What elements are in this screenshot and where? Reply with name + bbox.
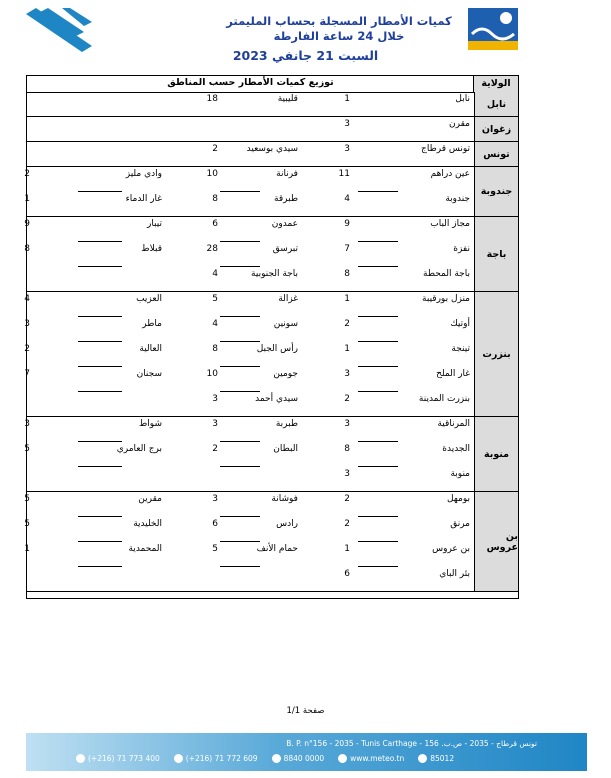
table-row bbox=[27, 267, 474, 292]
rainfall-value: 3 bbox=[344, 469, 350, 479]
table-row bbox=[24, 317, 474, 342]
rainfall-value: 2 bbox=[24, 169, 30, 179]
table-row bbox=[24, 367, 474, 392]
station-name: وادي مليز bbox=[125, 169, 162, 179]
station-name: الخليدية bbox=[133, 519, 162, 529]
station-name: طبرقة bbox=[274, 194, 298, 204]
station-name: عين دراهم bbox=[430, 169, 470, 179]
meteo-logo bbox=[468, 8, 518, 50]
rainfall-value: 3 bbox=[344, 419, 350, 429]
rainfall-value: 7 bbox=[344, 244, 350, 254]
rainfall-value: 11 bbox=[338, 169, 350, 179]
station-name: طبربة bbox=[275, 419, 298, 429]
table-row bbox=[24, 242, 474, 267]
station-name: عمدون bbox=[271, 219, 298, 229]
table-row bbox=[24, 217, 474, 242]
globe-icon bbox=[338, 754, 347, 763]
station-name: برج العامري bbox=[116, 444, 162, 454]
station-name: العالية bbox=[139, 344, 162, 354]
station-name: قليبية bbox=[277, 94, 298, 104]
table-row bbox=[24, 492, 474, 517]
rainfall-value: 4 bbox=[212, 269, 218, 279]
station-name: غار الملح bbox=[436, 369, 470, 379]
rainfall-value: 9 bbox=[344, 219, 350, 229]
station-name: سيدي بوسعيد bbox=[246, 144, 298, 154]
station-name: جندوبة bbox=[445, 194, 470, 204]
station-name: تونس قرطاج bbox=[421, 144, 470, 154]
rainfall-value: 2 bbox=[212, 444, 218, 454]
rainfall-value: 3 bbox=[24, 419, 30, 429]
wilaya-label: تونس bbox=[474, 142, 518, 167]
station-name: العزيب bbox=[136, 294, 162, 304]
rainfall-value: 1 bbox=[344, 94, 350, 104]
station-name: قبلاط bbox=[141, 244, 162, 254]
station-name: سجنان bbox=[136, 369, 162, 379]
page-title bbox=[219, 14, 459, 44]
rainfall-value: 2 bbox=[24, 344, 30, 354]
table-row bbox=[24, 442, 474, 467]
table-row bbox=[27, 117, 474, 142]
station-name: بومهل bbox=[447, 494, 470, 504]
station-name: حمام الأنف bbox=[256, 544, 298, 554]
title-line-1: كميات الأمطار المسجلة بحساب المليمتر bbox=[226, 14, 452, 28]
table-row bbox=[27, 567, 474, 592]
rainfall-value: 8 bbox=[212, 194, 218, 204]
rainfall-value: 3 bbox=[344, 144, 350, 154]
rainfall-value: 1 bbox=[344, 344, 350, 354]
footer-address: B. P. n°156 - 2035 - Tunis Carthage - تونس قرطاج - 2035 - ص.ب. 156 bbox=[286, 739, 537, 748]
rainfall-value: 8 bbox=[212, 344, 218, 354]
rainfall-value: 3 bbox=[212, 494, 218, 504]
wilaya-label: بنزرت bbox=[474, 292, 518, 417]
phone-icon bbox=[76, 754, 85, 763]
station-name: شواط bbox=[138, 419, 162, 429]
header-wilaya: الولاية bbox=[473, 76, 518, 92]
table-row bbox=[24, 342, 474, 367]
station-name: غزالة bbox=[278, 294, 298, 304]
rainfall-value: 5 bbox=[24, 519, 30, 529]
rainfall-value: 1 bbox=[344, 544, 350, 554]
title-line-2: خلال 24 ساعة الفارطة bbox=[273, 29, 405, 43]
station-name: رأس الجبل bbox=[256, 344, 298, 354]
rainfall-value: 18 bbox=[206, 94, 218, 104]
table-row bbox=[27, 92, 474, 117]
rainfall-value: 3 bbox=[24, 319, 30, 329]
station-name: أوتيك bbox=[450, 319, 470, 329]
table-row bbox=[24, 542, 474, 567]
station-name: المحمدية bbox=[128, 544, 162, 554]
rainfall-value: 6 bbox=[344, 569, 350, 579]
table-row bbox=[24, 417, 474, 442]
footer-website: www.meteo.tn bbox=[338, 754, 404, 763]
rainfall-value: 5 bbox=[212, 544, 218, 554]
rainfall-value: 9 bbox=[24, 219, 30, 229]
fax-icon bbox=[174, 754, 183, 763]
station-name: مقرين bbox=[138, 494, 162, 504]
report-date: السبت 21 جانفي 2023 bbox=[232, 48, 379, 63]
station-name: تيبار bbox=[146, 219, 162, 229]
rainfall-value: 28 bbox=[206, 244, 218, 254]
rainfall-value: 7 bbox=[24, 369, 30, 379]
rainfall-value: 2 bbox=[344, 519, 350, 529]
rainfall-value: 1 bbox=[24, 544, 30, 554]
station-name: المرناقية bbox=[437, 419, 470, 429]
rainfall-value: 1 bbox=[344, 294, 350, 304]
rainfall-value: 6 bbox=[212, 519, 218, 529]
station-name: ماطر bbox=[142, 319, 162, 329]
footer-short-number: 85012 bbox=[418, 754, 454, 763]
station-name: بئر الباي bbox=[439, 569, 470, 579]
rainfall-value: 3 bbox=[344, 119, 350, 129]
rainfall-value: 4 bbox=[24, 294, 30, 304]
rainfall-value: 8 bbox=[24, 244, 30, 254]
rainfall-value: 3 bbox=[212, 419, 218, 429]
table-row bbox=[27, 467, 474, 492]
table-row bbox=[27, 392, 474, 417]
rainfall-table bbox=[26, 75, 519, 599]
table-row bbox=[24, 167, 474, 192]
rainfall-value: 3 bbox=[344, 369, 350, 379]
value-underline bbox=[220, 591, 260, 592]
table-header bbox=[27, 76, 518, 93]
footer-green-number: 8840 0000 bbox=[272, 754, 325, 763]
rainfall-value: 6 bbox=[212, 219, 218, 229]
station-name: سيدي أحمد bbox=[255, 394, 298, 404]
rainfall-value: 2 bbox=[344, 319, 350, 329]
station-name: جومين bbox=[273, 369, 298, 379]
station-name: غار الدماء bbox=[125, 194, 162, 204]
wilaya-label: منوبة bbox=[474, 417, 518, 492]
station-name: منوبة bbox=[450, 469, 470, 479]
header-distribution: توزيع كميات الأمطار حسب المناطق bbox=[167, 77, 334, 88]
station-name: نفزة bbox=[453, 244, 470, 254]
sms-icon bbox=[418, 754, 427, 763]
rainfall-value: 2 bbox=[344, 494, 350, 504]
station-name: مرنق bbox=[450, 519, 470, 529]
wilaya-label: زغوان bbox=[474, 117, 518, 142]
table-row bbox=[24, 517, 474, 542]
station-name: الجديدة bbox=[442, 444, 470, 454]
rainfall-value: 2 bbox=[344, 394, 350, 404]
rainfall-value: 2 bbox=[212, 144, 218, 154]
station-name: البطان bbox=[273, 444, 298, 454]
phone-icon bbox=[272, 754, 281, 763]
station-name: باجة المحطة bbox=[423, 269, 470, 279]
rainfall-value: 1 bbox=[24, 194, 30, 204]
table-row bbox=[27, 142, 474, 167]
rainfall-value: 8 bbox=[344, 444, 350, 454]
station-name: بن عروس bbox=[432, 544, 470, 554]
rainfall-value: 3 bbox=[212, 394, 218, 404]
table-row bbox=[24, 192, 474, 217]
wilaya-label: بن عروس bbox=[474, 492, 518, 592]
wilaya-label: جندوبة bbox=[474, 167, 518, 217]
rainfall-value: 5 bbox=[24, 494, 30, 504]
footer-phone-2: (+216) 71 772 609 bbox=[174, 754, 258, 763]
station-name: باجة الجنوبية bbox=[251, 269, 298, 279]
footer-phone-1: (+216) 71 773 400 bbox=[76, 754, 160, 763]
station-name: مجاز الباب bbox=[430, 219, 470, 229]
station-name: فرنانة bbox=[276, 169, 298, 179]
value-underline bbox=[78, 591, 122, 592]
wilaya-label: باجة bbox=[474, 217, 518, 292]
station-name: تبرسق bbox=[272, 244, 298, 254]
rainfall-value: 10 bbox=[206, 169, 218, 179]
wilaya-label: نابل bbox=[474, 92, 518, 117]
station-name: نابل bbox=[455, 94, 470, 104]
station-name: رادس bbox=[276, 519, 298, 529]
footer bbox=[26, 733, 587, 771]
rainfall-value: 4 bbox=[344, 194, 350, 204]
institution-logo-stripes bbox=[26, 8, 92, 52]
rainfall-value: 8 bbox=[344, 269, 350, 279]
rainfall-value: 5 bbox=[212, 294, 218, 304]
page-number: صفحة 1/1 bbox=[286, 706, 325, 716]
station-name: تينجة bbox=[451, 344, 470, 354]
rainfall-value: 5 bbox=[24, 444, 30, 454]
rainfall-value: 10 bbox=[206, 369, 218, 379]
station-name: مقرن bbox=[449, 119, 470, 129]
value-underline bbox=[358, 591, 398, 592]
table-row bbox=[24, 292, 474, 317]
rainfall-value: 4 bbox=[212, 319, 218, 329]
station-name: منزل بورقيبة bbox=[422, 294, 470, 304]
station-name: بنزرت المدينة bbox=[418, 394, 470, 404]
station-name: سونين bbox=[273, 319, 298, 329]
station-name: فوشانة bbox=[271, 494, 298, 504]
